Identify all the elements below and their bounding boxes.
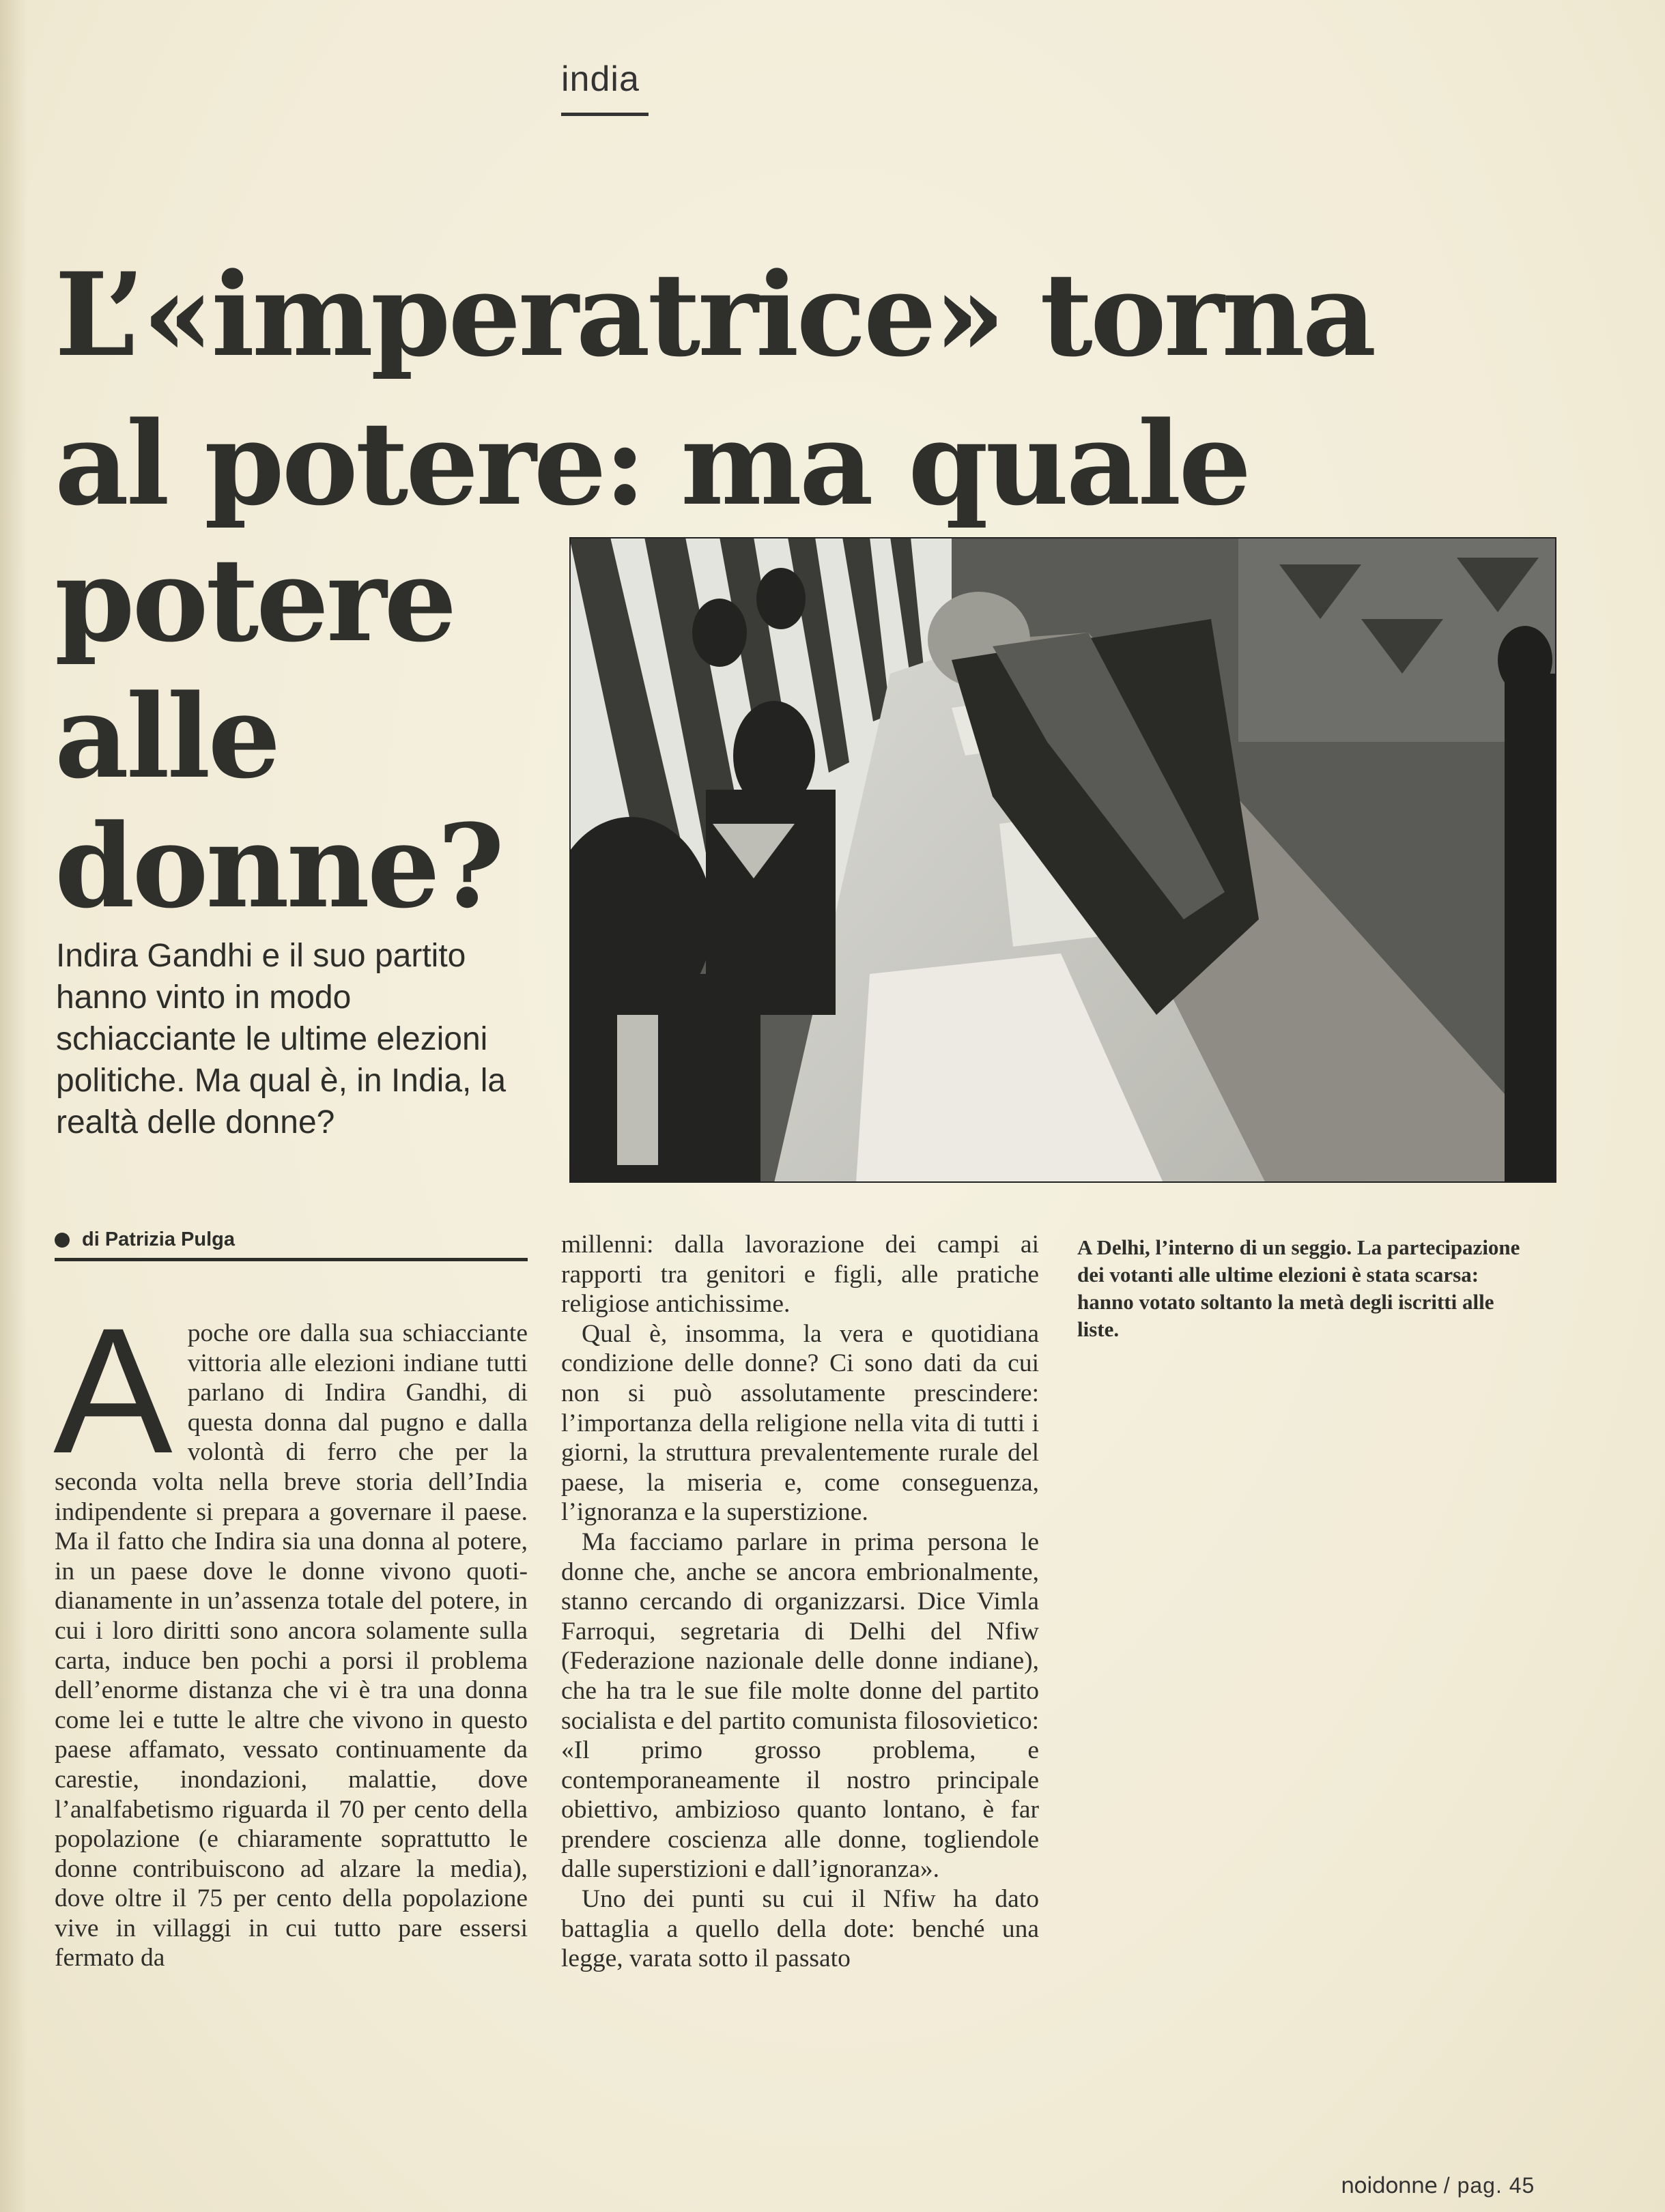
paragraph: Qual è, insomma, la vera e quotidiana condizione delle donne? Ci sono dati da cui non si può assolutamente prescindere: l’importanza della religione nella vita di tutti i giorni, la struttura prevalentemente rurale del paese, la miseria e, come conseguenza, l’ignoranza e la superstizione. — [561, 1319, 1039, 1527]
byline-author: di Patrizia Pulga — [82, 1229, 235, 1250]
page-number: pag. 45 — [1457, 2173, 1535, 2198]
article-column-2 — [561, 1230, 1039, 1974]
bullet-icon — [55, 1233, 70, 1248]
photo-illustration — [569, 537, 1556, 1183]
headline-line-4: alle — [55, 669, 279, 804]
headline-line-2: al potere: ma quale — [55, 396, 1249, 531]
paragraph: Uno dei punti su cui il Nfiw ha dato battaglia a quello della dote: benché una legge, varata sotto il passato — [561, 1885, 1039, 1973]
standfirst: Indira Gandhi e il suo partito hanno vinto in modo schiacciante le ultime elezioni politiche. Ma qual è, in India, la realtà delle donne? — [56, 938, 507, 1140]
headline-line-1: L’«imperatrice» torna — [55, 247, 1374, 382]
photo-caption: A Delhi, l’interno di un seggio. La partecipazione dei votanti alle ultime elezioni è stata scarsa: hanno votato soltanto la metà degli iscritti alle liste. — [1077, 1235, 1520, 1341]
page-footer — [1341, 2172, 1535, 2198]
paragraph: millenni: dalla lavorazione dei campi ai rapporti tra genitori e figli, alle pratiche religiose antichissime. — [561, 1231, 1039, 1319]
headline-line-5: donne? — [55, 799, 502, 934]
byline-rule — [55, 1258, 528, 1261]
article-column-1 — [53, 1291, 528, 1973]
section-underline — [561, 113, 649, 116]
footer-separator: / — [1443, 2173, 1451, 2198]
magazine-brand: noidonne — [1341, 2172, 1437, 2198]
paragraph: Ma facciamo parlare in prima persona le donne che, anche se ancora embrionalmente, stanno cercando di organizzarsi. Dice Vimla Farroqui, segretaria di Delhi del Nfiw (Federazione nazionale delle donne indiane), che ha tra le sue file molte donne del partito socialista e del partito comunista filosovietico: «Il primo grosso problema, e contemporaneamente il nostro principale obiettivo, ambizioso quanto lontano, è far prendere coscienza alle donne, togliendole dalle superstizioni e dall’ignoranza». — [561, 1527, 1039, 1884]
headline-line-3: potere — [55, 532, 455, 667]
drop-cap: A — [53, 1291, 173, 1491]
byline — [55, 1229, 235, 1251]
section-tag: india — [561, 59, 640, 99]
photo-polling-station — [569, 537, 1556, 1183]
paragraph: poche ore dalla sua schiacciante vittoria alle elezioni indiane tutti parlano di Indira Gandhi, di questa donna dal pugno e dalla volontà di ferro che per la seconda volta nella breve storia dell’India indipendente si prepara a governare il paese. Ma il fatto che Indira sia una donna al potere, in un paese dove le donne vivono quotidianamente in un’assenza totale del potere, in cui i loro diritti sono ancora solamente sulla carta, induce ben pochi a porsi il problema dell’enorme distanza che vi è tra una donna come lei e tutte le altre che vivono in questo paese affamato, vessato continuamente da carestie, inondazioni, malattie, dove l’analfabetismo riguarda il 70 per cento della popolazione (e chiaramente soprattutto le donne contribuiscono ad alzare la media), dove oltre il 75 per cento della popolazione vive in villaggi in cui tutto pare essersi fermato da — [55, 1319, 528, 1972]
